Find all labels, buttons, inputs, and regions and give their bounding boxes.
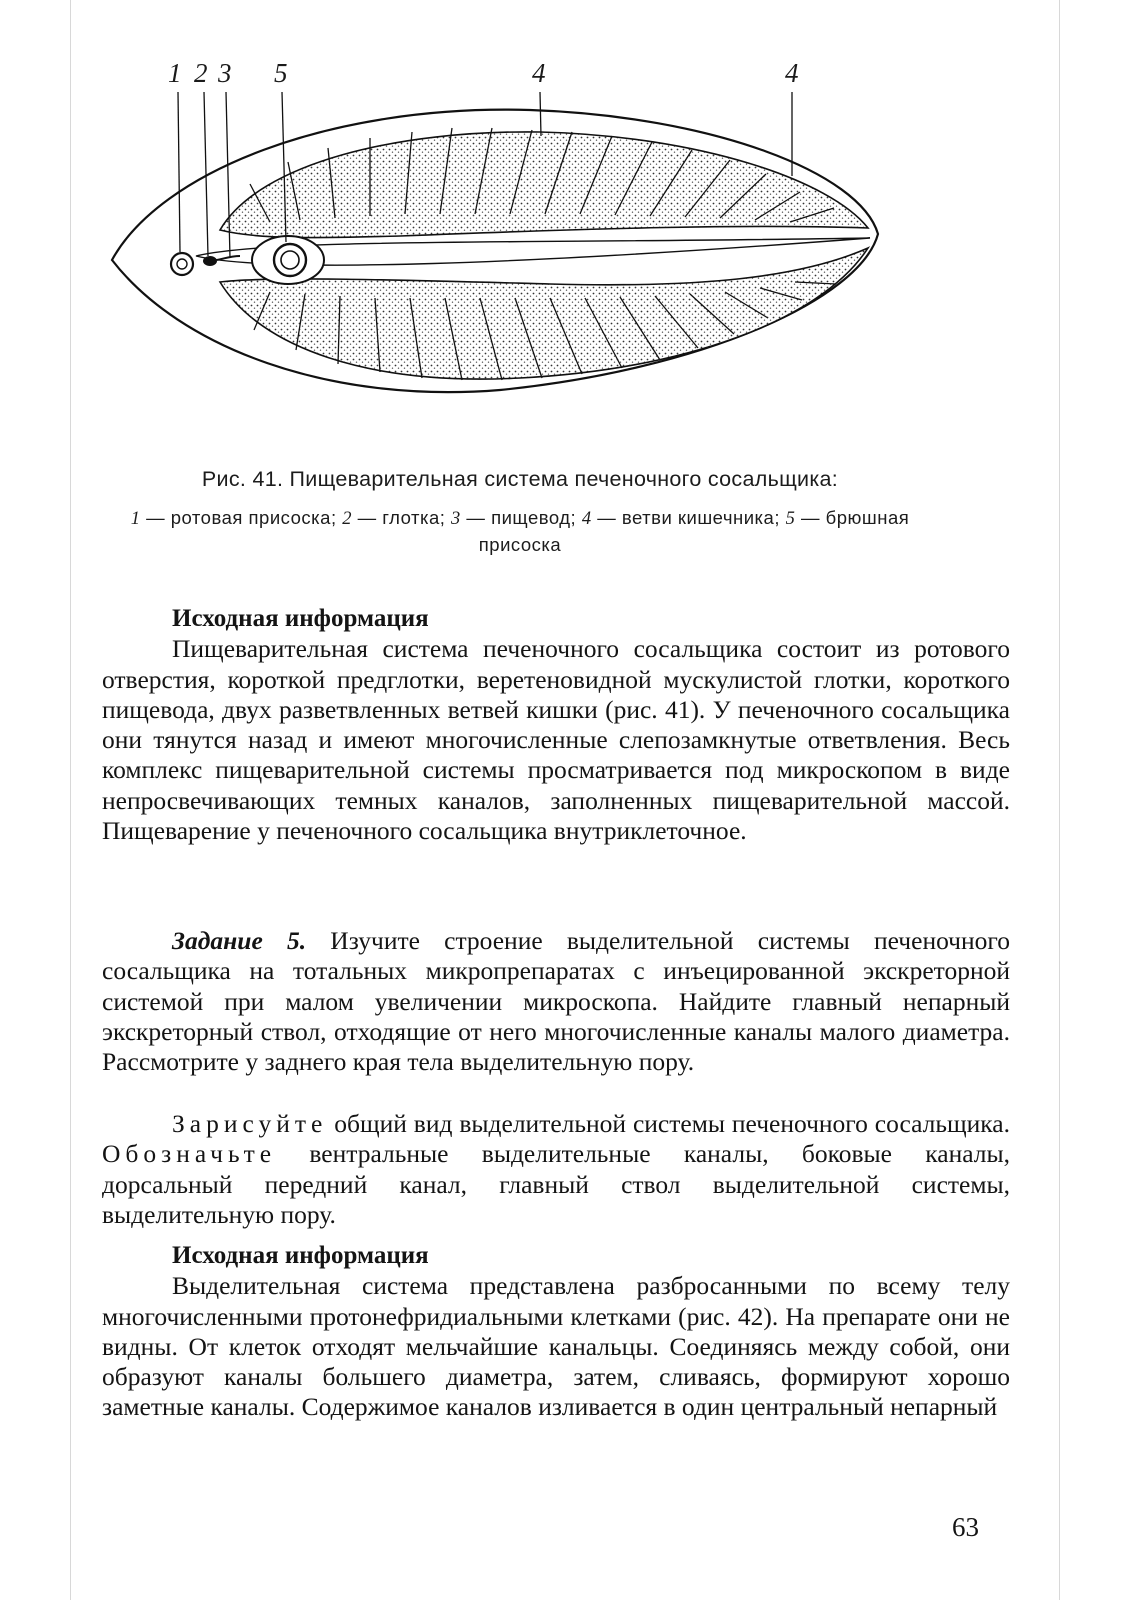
task-paragraph [102,926,1010,1077]
spaced-word-label: Обозначьте [102,1139,277,1169]
section-excretory-info [102,1241,1010,1423]
figure-caption-title: Рис. 41. Пищеварительная система печеночного сосальщика: [201,467,839,491]
legend-text: — ветви кишечника; [591,507,786,528]
legend-text: — глотка; [351,507,452,528]
legend-text: — брюшная присоска [478,507,910,555]
figure-liver-fluke-digestive-system [100,52,890,434]
task-text: Изучите строение выделительной системы печеночного сосальщика на тотальных микропрепаратах с инъецированной экскреторной системой при малом увеличении микроскопа. Найдите главный непарный экскреторный ствол, отходящие от него многочисленные каналы малого диаметра. Рассмотрите у заднего края тела выделительную пору. [102,926,1010,1077]
task-label: Задание 5. [172,926,307,955]
marker-4-a: 4 [532,58,546,88]
section-heading: Исходная информация [172,605,429,632]
legend-num: 1 [130,509,141,529]
instruction-text: общий вид выделительной системы печеночного сосальщика. [327,1109,1010,1138]
task-5 [102,926,1010,1077]
ventral-sucker [274,244,306,276]
marker-3: 3 [218,58,232,88]
instruction-paragraph [102,1109,1010,1230]
legend-num: 4 [581,509,592,529]
body-paragraph: Выделительная система представлена разбросанными по всему телу многочисленными протонефридиальными клетками (рис. 42). На препарате они не видны. От клеток отходят мельчайшие канальцы. Соединяясь между собой, они образуют каналы большего диаметра, затем, сливаясь, формируют хорошо заметные каналы. Содержимое каналов изливается в один центральный непарный [102,1271,1010,1422]
section-heading: Исходная информация [172,1242,429,1269]
instruction-text: вентральные выделительные каналы, боковые каналы, дорсальный передний канал, главный ствол выделительной системы, выделительную пору. [102,1139,1010,1229]
body-paragraph: Пищеварительная система печеночного сосальщика состоит из ротового отверстия, короткой предглотки, веретеновидной мускулистой глотки, короткого пищевода, двух разветвленных ветвей кишки (рис. 41). У печеночного сосальщика они тянутся назад и имеют многочисленные слепозамкнутые ответвления. Весь комплекс пищеварительной системы просматривается под микроскопом в виде непросвечивающих темных каналов, заполненных пищеварительной массой. Пищеварение у печеночного сосальщика внутриклеточное. [102,634,1010,846]
page-number: 63 [952,1512,979,1542]
legend-text: — ротовая присоска; [140,507,343,528]
legend-num: 5 [785,509,796,529]
legend-text: — пищевод; [460,507,582,528]
marker-1: 1 [168,58,182,88]
marker-5: 5 [274,58,288,88]
figure-caption-legend [100,505,940,558]
pharynx [203,256,217,266]
marker-2: 2 [194,58,208,88]
legend-num: 3 [451,509,461,529]
drawing-instruction [102,1109,1010,1230]
marker-4-b: 4 [785,58,799,88]
section-digestive-info [102,604,1010,846]
fluke-drawing [100,52,890,434]
legend-num: 2 [342,509,352,529]
spaced-word-draw: Зарисуйте [172,1109,328,1138]
oral-sucker [171,253,193,275]
